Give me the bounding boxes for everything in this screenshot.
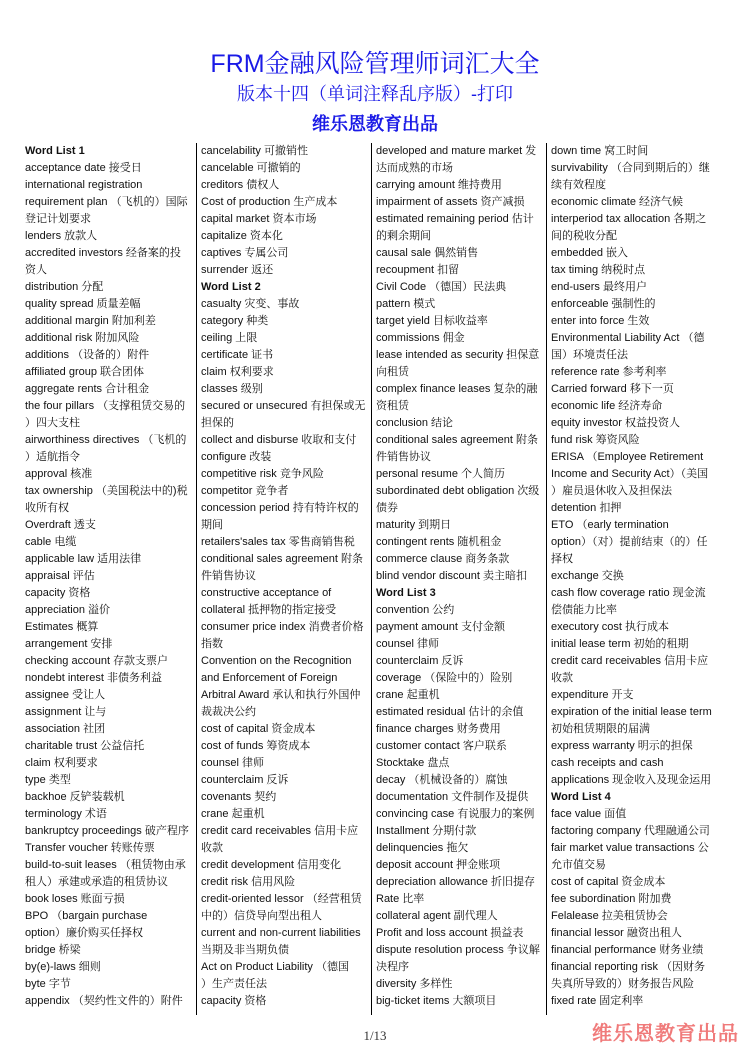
vocab-line: decay （机械设备的）腐蚀 (376, 774, 508, 786)
vocab-line: big-ticket items 大额项目 (376, 995, 497, 1007)
vocab-line: credit risk 信用风险 (201, 876, 296, 888)
vocab-line: cash flow coverage ratio 现金流 (551, 587, 706, 599)
vocab-line: lenders 放款人 (25, 230, 98, 242)
vocab-line: executory cost 执行成本 (551, 621, 669, 633)
vocab-line: airworthiness directives （飞机的 (25, 434, 187, 446)
vocab-line: constructive acceptance of (201, 587, 332, 599)
vocab-line: 收款 (551, 672, 573, 684)
vocab-line: 登记计划要求 (25, 213, 91, 225)
vocab-line: surrender 返还 (201, 264, 274, 276)
vocab-line: applications 现金收入及现金运用 (551, 774, 712, 786)
vocab-line: detention 扣押 (551, 502, 622, 514)
vocab-line: 资租赁 (376, 400, 409, 412)
vocab-line: target yield 目标收益率 (376, 315, 488, 327)
vocab-line: financial lessor 融资出租人 (551, 927, 682, 939)
vocab-line: 期间 (201, 519, 223, 531)
vocab-line: fixed rate 固定利率 (551, 995, 644, 1007)
vocab-line: convincing case 有说服力的案例 (376, 808, 535, 820)
vocab-line: collateral agent 副代理人 (376, 910, 498, 922)
vocab-line: Stocktake 盘点 (376, 757, 450, 769)
vocab-line: expiration of the initial lease term (551, 706, 712, 718)
vocab-line: lease intended as security 担保意 (376, 349, 540, 361)
vocab-line: finance charges 财务费用 (376, 723, 501, 735)
vocab-line: 收所有权 (25, 502, 69, 514)
vocab-line: Cost of production 生产成本 (201, 196, 338, 208)
watermark-logo: 维乐恩教育出品 (592, 1023, 739, 1045)
vocab-line: Rate 比率 (376, 893, 425, 905)
vocab-line: accredited investors 经备案的投 (25, 247, 181, 259)
word-list-heading: Word List 2 (201, 281, 261, 293)
vocab-line: convention 公约 (376, 604, 455, 616)
document-title: FRM金融风险管理师词汇大全 (210, 50, 540, 78)
vocab-line: competitor 竞争者 (201, 485, 289, 497)
vocab-line: collect and disburse 收取和支付 (201, 434, 357, 446)
vocab-line: commissions 佣金 (376, 332, 465, 344)
vocab-line: financial performance 财务业绩 (551, 944, 704, 956)
vocab-line: quality spread 质量差幅 (25, 298, 141, 310)
vocab-line: impairment of assets 资产减损 (376, 196, 525, 208)
vocab-line: express warranty 明示的担保 (551, 740, 693, 752)
vocab-line: 资人 (25, 264, 47, 276)
vocab-line: retailers'sales tax 零售商销售税 (201, 536, 355, 548)
vocab-line: certificate 证书 (201, 349, 274, 361)
vocab-line: 债券 (376, 502, 398, 514)
vocab-line: coverage （保险中的）险别 (376, 672, 513, 684)
vocab-line: additions （设备的）附件 (25, 349, 150, 361)
vocab-line: end-users 最终用户 (551, 281, 647, 293)
vocab-line: 续有效程度 (551, 179, 606, 191)
vocab-line: 担保的 (201, 417, 234, 429)
vocab-line: capacity 资格 (25, 587, 91, 599)
vocab-line: Carried forward 移下一页 (551, 383, 674, 395)
vocab-line: interperiod tax allocation 各期之 (551, 213, 707, 225)
vocab-line: counterclaim 反诉 (201, 774, 289, 786)
vocab-line: 决程序 (376, 961, 409, 973)
vocab-line: cancelability 可撤销性 (201, 145, 308, 157)
vocab-line: casualty 灾变、事故 (201, 298, 300, 310)
vocab-line: ERISA （Employee Retirement (551, 451, 704, 463)
vocab-line: Felalease 拉美租赁协会 (551, 910, 668, 922)
vocab-line: 允市值交易 (551, 859, 606, 871)
document-subtitle: 版本十四（单词注释乱序版）-打印 (237, 84, 513, 104)
vocab-line: BPO （bargain purchase (25, 910, 148, 922)
vocab-line: initial lease term 初始的租期 (551, 638, 689, 650)
vocab-line: type 类型 (25, 774, 71, 786)
vocab-line: conditional sales agreement 附条 (201, 553, 364, 565)
vocab-line: 择权 (551, 553, 573, 565)
vocab-line: economic climate 经济气候 (551, 196, 684, 208)
vocab-line: secured or unsecured 有担保或无 (201, 400, 366, 412)
vocab-line: ）适航指令 (25, 451, 80, 463)
vocab-line: fee subordination 附加费 (551, 893, 672, 905)
vocab-line: cable 电缆 (25, 536, 77, 548)
vocab-line: ETO （early termination (551, 519, 669, 531)
vocab-line: checking account 存款支票户 (25, 655, 169, 667)
vocab-line: book loses 账面亏损 (25, 893, 125, 905)
vocab-line: embedded 嵌入 (551, 247, 629, 259)
vocab-line: credit card receivables 信用卡应 (201, 825, 359, 837)
vocab-line: the four pillars （支撑租赁交易的 (25, 400, 186, 412)
vocab-line: blind vendor discount 卖主暗扣 (376, 570, 528, 582)
vocab-line: cash receipts and cash (551, 757, 664, 769)
vocab-line: backhoe 反铲装载机 (25, 791, 125, 803)
vocab-line: 间的税收分配 (551, 230, 617, 242)
vocab-line: and Enforcement of Foreign (201, 672, 338, 684)
vocab-line: 件销售协议 (201, 570, 256, 582)
vocab-line: charitable trust 公益信托 (25, 740, 145, 752)
vocab-line: 失真所导致的）财务报告风险 (551, 978, 694, 990)
vocab-line: crane 起重机 (201, 808, 265, 820)
vocab-line: classes 级别 (201, 383, 263, 395)
vocab-line: dispute resolution process 争议解 (376, 944, 540, 956)
vocab-line: ）雇员退休收入及担保法 (551, 485, 672, 497)
vocab-line: requirement plan （飞机的）国际 (25, 196, 188, 208)
vocab-line: applicable law 适用法律 (25, 553, 142, 565)
vocab-line: 件销售协议 (376, 451, 431, 463)
vocab-line: cost of capital 资金成本 (201, 723, 316, 735)
word-list-heading: Word List 1 (25, 145, 85, 157)
vocab-line: creditors 债权人 (201, 179, 280, 191)
vocab-line: additional margin 附加利差 (25, 315, 156, 327)
vocab-line: payment amount 支付金额 (376, 621, 505, 633)
vocab-line: configure 改装 (201, 451, 272, 463)
word-list-heading: Word List 3 (376, 587, 436, 599)
vocab-line: causal sale 偶然销售 (376, 247, 479, 259)
vocab-line: captives 专属公司 (201, 247, 289, 259)
vocab-line: reference rate 参考利率 (551, 366, 667, 378)
vocab-line: customer contact 客户联系 (376, 740, 507, 752)
vocab-line: maturity 到期日 (376, 519, 452, 531)
vocab-line: arrangement 安排 (25, 638, 113, 650)
vocab-line: appendix （契约性文件的）附件 (25, 995, 183, 1007)
vocab-line: current and non-current liabilities (201, 927, 361, 939)
vocab-line: conclusion 结论 (376, 417, 454, 429)
vocab-line: 租人）承建或承造的租赁协议 (25, 876, 168, 888)
vocab-line: Act on Product Liability （德国 (201, 961, 349, 973)
vocab-column-2 (196, 143, 370, 1015)
vocab-line: 偿债能力比率 (551, 604, 617, 616)
vocab-line: concession period 持有特许权的 (201, 502, 359, 514)
vocab-line: credit-oriented lessor （经营租赁 (201, 893, 362, 905)
vocab-line: economic life 经济寿命 (551, 400, 663, 412)
vocab-line: international registration (25, 179, 143, 191)
vocab-line: conditional sales agreement 附条 (376, 434, 539, 446)
vocab-line: appraisal 评估 (25, 570, 95, 582)
vocab-line: commerce clause 商务条款 (376, 553, 510, 565)
vocab-line: subordinated debt obligation 次级 (376, 485, 540, 497)
vocab-line: counsel 律师 (201, 757, 264, 769)
vocab-line: developed and mature market 发 (376, 145, 537, 157)
vocab-line: Overdraft 透支 (25, 519, 96, 531)
vocab-line: cancelable 可撤销的 (201, 162, 301, 174)
vocab-line: personal resume 个人简历 (376, 468, 505, 480)
vocab-line: deposit account 押金账项 (376, 859, 501, 871)
vocab-line: survivability （合同到期后的）继 (551, 162, 710, 174)
vocab-line: estimated remaining period 估计 (376, 213, 534, 225)
vocab-line: Installment 分期付款 (376, 825, 477, 837)
vocab-line: capacity 资格 (201, 995, 267, 1007)
vocab-line: credit card receivables 信用卡应 (551, 655, 709, 667)
vocab-line: claim 权利要求 (201, 366, 274, 378)
vocab-line: expenditure 开支 (551, 689, 634, 701)
vocab-line: Arbitral Award 承认和执行外国仲 (201, 689, 361, 701)
vocab-line: 裁裁决公约 (201, 706, 256, 718)
vocab-line: appreciation 溢价 (25, 604, 110, 616)
vocab-line: category 种类 (201, 315, 269, 327)
vocab-column-1 (23, 143, 195, 1015)
vocab-line: 向租赁 (376, 366, 409, 378)
vocab-line: build-to-suit leases （租赁物由承 (25, 859, 186, 871)
vocab-line: capital market 资本市场 (201, 213, 317, 225)
vocab-line: byte 字节 (25, 978, 71, 990)
vocab-line: documentation 文件制作及提供 (376, 791, 529, 803)
vocab-column-4 (546, 143, 721, 1015)
vocab-line: tax timing 纳税时点 (551, 264, 646, 276)
vocab-line: assignee 受让人 (25, 689, 106, 701)
vocab-line: counterclaim 反诉 (376, 655, 464, 667)
vocab-line: complex finance leases 复杂的融 (376, 383, 538, 395)
vocab-line: counsel 律师 (376, 638, 439, 650)
vocab-line: fair market value transactions 公 (551, 842, 709, 854)
vocab-line: by(e)-laws 细则 (25, 961, 101, 973)
vocab-line: 中的）信贷导向型出租人 (201, 910, 322, 922)
vocab-line: enforceable 强制性的 (551, 298, 656, 310)
vocab-line: contingent rents 随机租金 (376, 536, 502, 548)
vocab-line: claim 权利要求 (25, 757, 98, 769)
vocab-line: fund risk 筹资风险 (551, 434, 640, 446)
vocab-line: Profit and loss account 损益表 (376, 927, 524, 939)
vocab-line: Convention on the Recognition (201, 655, 352, 667)
vocab-line: credit development 信用变化 (201, 859, 341, 871)
vocab-line: consumer price index 消费者价格 (201, 621, 364, 633)
vocab-line: terminology 术语 (25, 808, 107, 820)
vocab-line: Estimates 概算 (25, 621, 99, 633)
vocab-line: option）廉价购买任择权 (25, 927, 143, 939)
vocab-column-3 (371, 143, 546, 1015)
vocab-line: estimated residual 估计的余值 (376, 706, 524, 718)
publisher-line: 维乐恩教育出品 (312, 114, 438, 134)
vocab-line: 初始租赁期限的届满 (551, 723, 650, 735)
vocab-line: aggregate rents 合计租金 (25, 383, 150, 395)
page-number: 1/13 (363, 1028, 387, 1043)
vocab-line: Income and Security Act）（美国 (551, 468, 709, 480)
vocab-line: ）四大支柱 (25, 417, 80, 429)
vocab-line: bankruptcy proceedings 破产程序 (25, 825, 189, 837)
vocab-line: bridge 桥梁 (25, 944, 81, 956)
vocab-line: assignment 让与 (25, 706, 107, 718)
vocab-line: covenants 契约 (201, 791, 277, 803)
vocab-line: affiliated group 联合团体 (25, 366, 145, 378)
vocab-line: down time 窝工时间 (551, 145, 649, 157)
vocab-line: delinquencies 拖欠 (376, 842, 469, 854)
vocab-line: ）生产责任法 (201, 978, 267, 990)
vocab-line: 国）环境责任法 (551, 349, 628, 361)
vocab-line: face value 面值 (551, 808, 627, 820)
vocab-line: financial reporting risk （因财务 (551, 961, 706, 973)
vocab-line: carrying amount 维持费用 (376, 179, 502, 191)
vocab-line: association 社团 (25, 723, 106, 735)
vocab-line: Civil Code （德国）民法典 (376, 281, 507, 293)
vocab-line: equity investor 权益投资人 (551, 417, 680, 429)
vocab-line: crane 起重机 (376, 689, 440, 701)
vocab-line: cost of funds 筹资成本 (201, 740, 311, 752)
vocab-line: 指数 (201, 638, 223, 650)
vocab-line: exchange 交换 (551, 570, 624, 582)
vocab-line: enter into force 生效 (551, 315, 650, 327)
vocab-line: approval 核准 (25, 468, 93, 480)
vocab-line: competitive risk 竞争风险 (201, 468, 324, 480)
vocab-line: 收款 (201, 842, 223, 854)
vocab-line: additional risk 附加风险 (25, 332, 140, 344)
vocab-line: nondebt interest 非债务利益 (25, 672, 162, 684)
vocab-line: cost of capital 资金成本 (551, 876, 666, 888)
vocab-line: 达而成熟的市场 (376, 162, 453, 174)
vocab-line: Environmental Liability Act （德 (551, 332, 705, 344)
vocab-line: distribution 分配 (25, 281, 104, 293)
vocab-line: ceiling 上限 (201, 332, 258, 344)
vocab-line: 的剩余期间 (376, 230, 431, 242)
vocab-line: acceptance date 接受日 (25, 162, 142, 174)
vocab-line: capitalize 资本化 (201, 230, 283, 242)
vocab-line: 当期及非当期负债 (201, 944, 289, 956)
vocab-line: collateral 抵押物的指定接受 (201, 604, 337, 616)
vocab-line: option）（对）提前结束（的）任 (551, 536, 708, 548)
vocab-line: diversity 多样性 (376, 978, 453, 990)
vocab-line: recoupment 扣留 (376, 264, 460, 276)
word-list-heading: Word List 4 (551, 791, 611, 803)
vocab-line: factoring company 代理融通公司 (551, 825, 710, 837)
vocab-line: pattern 模式 (376, 298, 436, 310)
vocab-line: tax ownership （美国税法中的)税 (25, 485, 188, 497)
vocab-line: Transfer voucher 转账传票 (25, 842, 155, 854)
vocab-line: depreciation allowance 折旧提存 (376, 876, 535, 888)
